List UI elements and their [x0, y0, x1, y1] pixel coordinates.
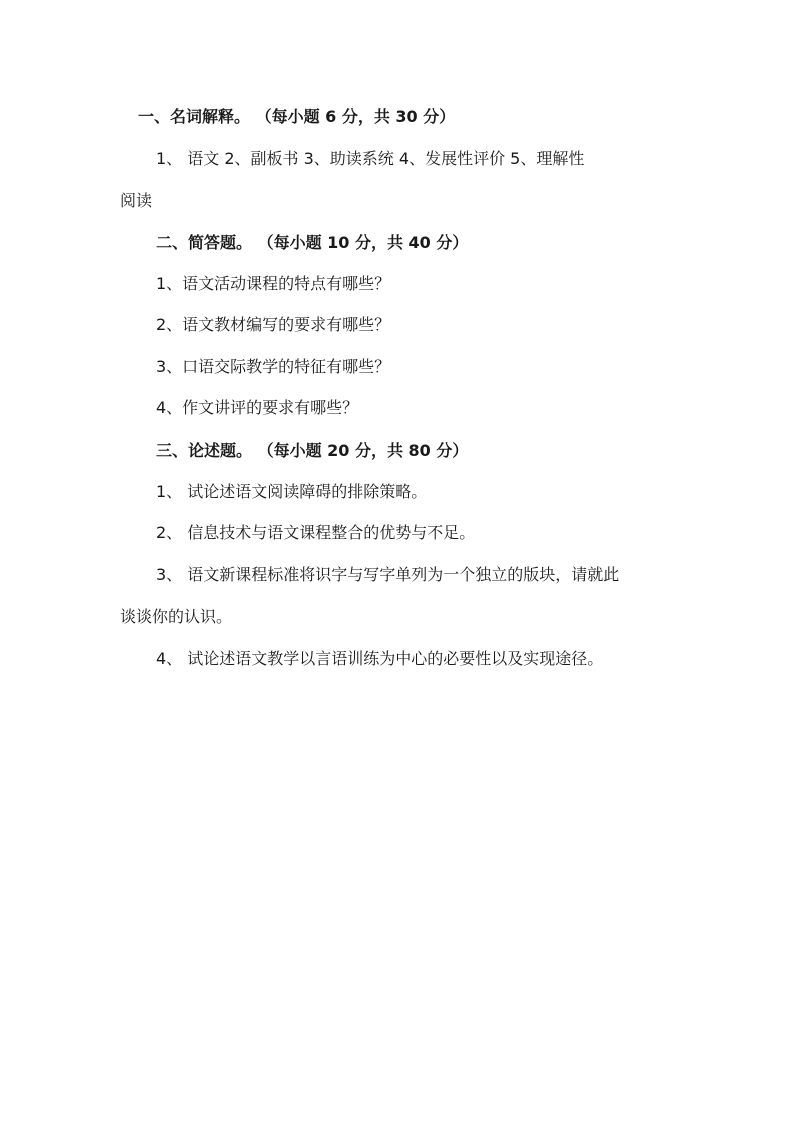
section-1-item-1-continuation: 阅读 [120, 191, 153, 210]
section-3-item-1: 1、 试论述语文阅读障碍的排除策略。 [156, 482, 428, 501]
section-2-item-1: 1、语文活动课程的特点有哪些？ [156, 274, 391, 293]
section-2-heading: 二、简答题。 （每小题 10 分，共 40 分） [156, 233, 469, 252]
section-3-heading: 三、论述题。 （每小题 20 分，共 80 分） [156, 441, 469, 460]
section-2-item-2: 2、语文教材编写的要求有哪些？ [156, 315, 391, 334]
section-1-heading: 一、名词解释。 （每小题 6 分，共 30 分） [138, 107, 456, 126]
section-3-item-3: 3、 语文新课程标准将识字与写字单列为一个独立的版块，请就此 [156, 565, 620, 584]
section-3-item-2: 2、 信息技术与语文课程整合的优势与不足。 [156, 523, 476, 542]
section-2-item-3: 3、口语交际教学的特征有哪些？ [156, 357, 391, 376]
section-3-item-3-continuation: 谈谈你的认识。 [120, 607, 233, 626]
section-1-item-1: 1、 语文 2、副板书 3、助读系统 4、发展性评价 5、理解性 [156, 149, 585, 168]
section-2-item-4: 4、作文讲评的要求有哪些？ [156, 398, 359, 417]
section-3-item-4: 4、 试论述语文教学以言语训练为中心的必要性以及实现途径。 [156, 649, 604, 668]
